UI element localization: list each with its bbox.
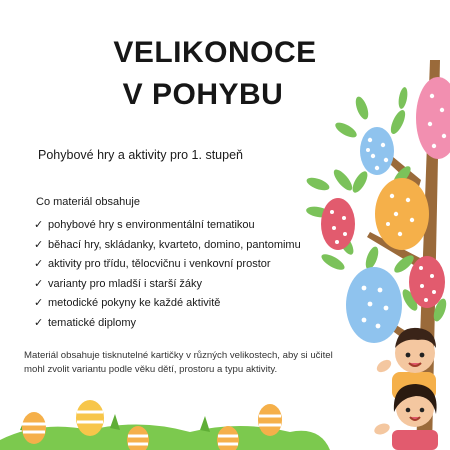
list-item — [34, 314, 301, 334]
checkmark-icon: ✓ — [34, 297, 44, 310]
list-item — [34, 216, 301, 236]
list-item — [34, 255, 301, 275]
list-item-text: aktivity pro třídu, tělocvičnu i venkovní prostor — [48, 258, 271, 271]
egg-blue-top — [360, 127, 394, 175]
checkmark-icon: ✓ — [34, 219, 44, 231]
list-heading: Co materiál obsahuje — [36, 196, 140, 208]
checkmark-icon: ✓ — [34, 316, 44, 329]
list-item-text: pohybové hry s environmentální tematikou — [48, 219, 255, 231]
egg-red-left — [321, 198, 355, 250]
list-item-text: varianty pro mladší i starší žáky — [48, 277, 203, 290]
egg-pink-topright — [416, 77, 450, 159]
list-item-text: metodické pokyny ke každé aktivitě — [48, 297, 221, 310]
contents-list — [34, 216, 301, 334]
page-title-line2: V POHYBU — [122, 78, 284, 111]
girl — [373, 384, 438, 450]
page-title-line1: VELIKONOCE — [113, 36, 317, 69]
checkmark-icon: ✓ — [34, 238, 44, 251]
subtitle: Pohybové hry a aktivity pro 1. stupeň — [38, 148, 243, 162]
checkmark-icon: ✓ — [34, 277, 44, 290]
checkmark-icon: ✓ — [34, 258, 44, 271]
material-note: Materiál obsahuje tisknutelné kartičky v různých velikostech, aby si učitel mohl zvolit variantu podle věku dětí, prostoru a typu aktivity. — [24, 350, 333, 375]
list-item — [34, 236, 301, 256]
egg-blue-bottom — [346, 267, 402, 343]
egg-red-right — [409, 256, 445, 308]
children-illustration — [373, 328, 438, 450]
list-item — [34, 294, 301, 314]
list-item-text: tematické diplomy — [48, 316, 137, 329]
list-item — [34, 275, 301, 295]
egg-orange-middle — [375, 178, 429, 250]
list-item-text: běhací hry, skládanky, kvarteto, domino, pantomimu — [48, 238, 301, 251]
